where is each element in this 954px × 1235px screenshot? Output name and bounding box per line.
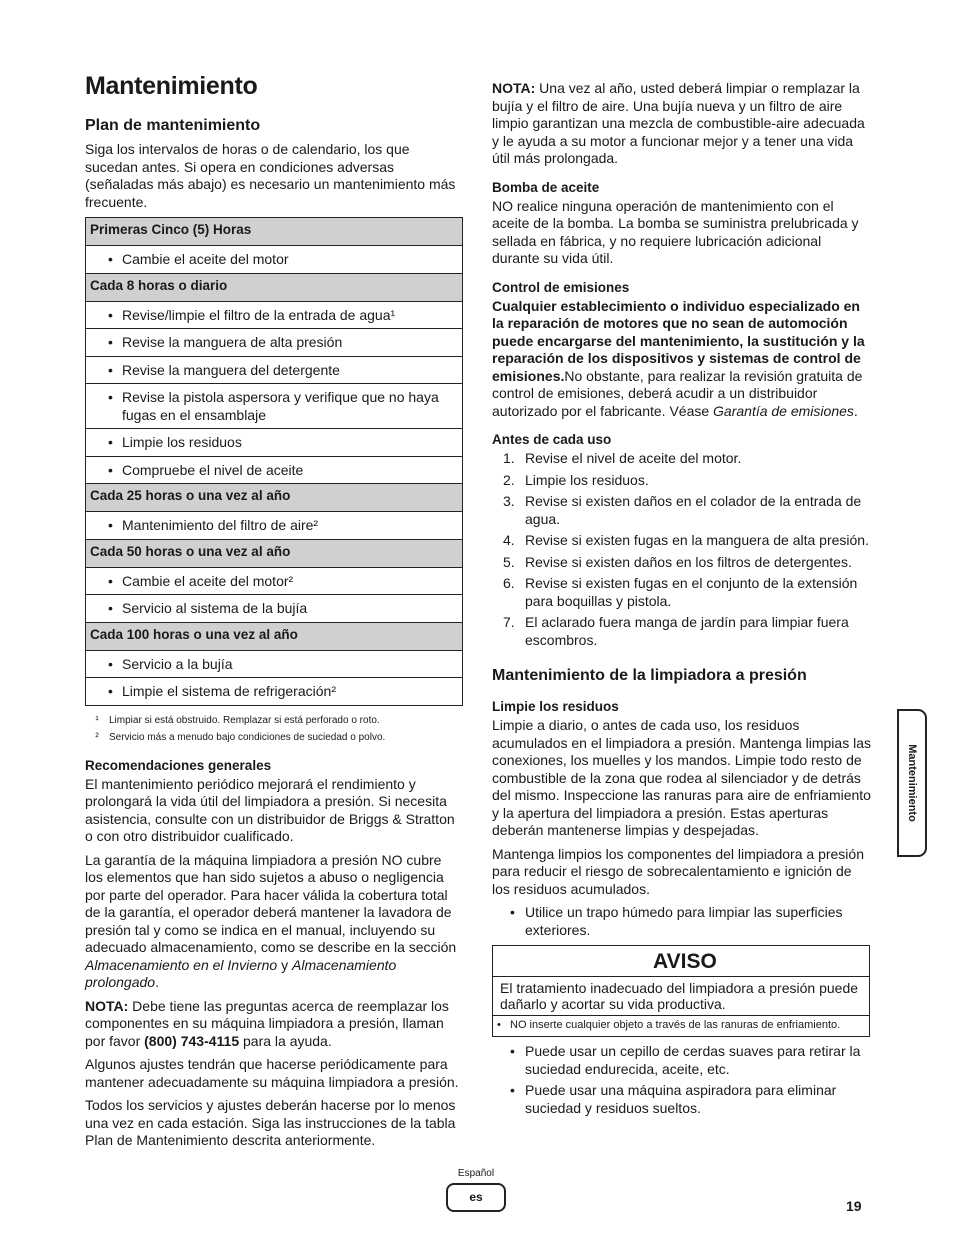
list-item: • Puede usar un cepillo de cerdas suaves para retirar la suciedad endurecida, aceite, etc. [510,1043,861,1077]
list-item: 4. Revise si existen fugas en la manguera de alta presión. [503,532,869,548]
antes-heading: Antes de cada uso [492,432,612,447]
maintenance-table [85,217,463,706]
mant-heading: Mantenimiento de la limpiadora a presión [492,667,807,684]
list-item: 5. Revise si existen daños en los filtros de detergentes. [503,553,852,570]
limpie-heading: Limpie los residuos [492,699,619,714]
limpie-p2: Mantenga limpios los componentes del limpiadora a presión para reducir el riesgo de sobrecalentamiento e ignición de los residuos acumulados. [492,845,864,897]
table-row: • Revise la pistola aspersora y verifique que no haya fugas en el ensamblaje [86,384,462,429]
table-row: • Servicio al sistema de la bujía [86,595,462,623]
recomendaciones-heading: Recomendaciones generales [85,757,272,773]
table-group-header: Cada 50 horas o una vez al año [86,540,462,568]
table-row: • Limpie el sistema de refrigeración² [108,683,336,699]
table-group-header: Cada 25 horas o una vez al año [86,484,462,512]
table-group-header: Cada 100 horas o una vez al año [86,623,462,651]
page-title: Mantenimiento [85,72,258,100]
table-row: • Servicio a la bujía [86,651,462,679]
recomendaciones-nota: NOTA: Debe tiene las preguntas acerca de reemplazar los componentes en su máquina limpiadora a presión, llaman por favor (800) 743-4115 para la ayuda. [85,997,449,1049]
aviso-note: • NO inserte cualquier objeto a través de las ranuras de enfriamiento. [497,1019,841,1031]
section-tab[interactable] [897,709,927,857]
table-row: • Revise/limpie el filtro de la entrada de agua¹ [86,302,462,330]
list-item: • Puede usar una máquina aspiradora para eliminar suciedad y residuos sueltos. [510,1082,837,1116]
plan-heading: Plan de mantenimiento [85,117,261,134]
nota-bujia: NOTA: Una vez al año, usted deberá limpiar o remplazar la bujía y el filtro de aire. Una bujía nueva y un filtro de aire limpio garantizan una mezcla de combustible-aire adecuada y le ayuda a su motor a funcionar mejor y a tener una vida útil más prolongada. [492,80,865,166]
language-label: Español [457,1168,495,1179]
list-item: 1. Revise el nivel de aceite del motor. [503,450,742,466]
bomba-text: NO realice ninguna operación de mantenimiento con el aceite de la bomba. La bomba se suministra prelubricada y sellada en fábrica, y no requiere lubricación adicional durante su vida útil. [492,197,859,266]
table-row: • Cambie el aceite del motor² [86,568,462,596]
emisiones-text: Cualquier establecimiento o individuo especializado en la reparación de motores que no sean de automoción puede encargarse del mantenimiento, la sustitución y la reparación de los dispositivos y sistemas de control de emisiones.No obstante, para realizar la revisión gratuita de control de emisiones, deberá acudir a un distribuidor autorizado por el fabricante. Véase Garantía de emisiones. [492,297,865,419]
list-item: 6. Revise si existen fugas en el conjunto de la extensión para boquillas y pistola. [503,575,858,609]
table-row: • Mantenimiento del filtro de aire² [86,512,462,540]
table-group-header: Primeras Cinco (5) Horas [86,218,462,246]
table-row: • Cambie el aceite del motor [86,246,462,274]
left-column [85,72,463,1156]
table-row: • Compruebe el nivel de aceite [86,457,462,485]
aviso-title: AVISO [493,946,869,977]
table-row: • Revise la manguera de alta presión [86,329,462,357]
antes-list [492,450,872,649]
bullet-list-1 [492,904,872,939]
list-item: 7. El aclarado fuera manga de jardín para limpiar fuera escombros. [503,614,849,648]
bomba-heading: Bomba de aceite [492,179,600,195]
page-number: 19 [846,1198,862,1214]
footnote-2: ² Servicio más a menudo bajo condiciones de suciedad o polvo. [95,731,386,743]
list-item: 3. Revise si existen daños en el colador de la entrada de agua. [503,493,862,527]
right-column [492,80,872,1121]
limpie-p1: Limpie a diario, o antes de cada uso, los residuos acumulados en el limpiadora a presión. Mantenga limpias las conexiones, los muelles y los mandos. Limpie todo resto de combustible de la zona que rodea al silenciador y de detrás del mismo. Inspeccione las ranuras para aire de enfriamiento y la apertura del limpiadora a presión. Estas aperturas deberán mantenerse limpias y despejadas. [492,717,871,838]
recomendaciones-p5: Todos los servicios y ajustes deberán hacerse por lo menos una vez en cada estación. Siga las instrucciones de la tabla Plan de Mantenimiento descrita anteriormente. [85,1097,456,1148]
recomendaciones-p2: La garantía de la máquina limpiadora a presión NO cubre los elementos que han sido sujetos a abuso o negligencia por parte del operador. Para hacer válida la cobertura total de la garantía, el operador deberá mantener la lavadora de presión tal y como se indica en el manual, incluyendo su adecuado almacenamiento, como se describe en la sección Almacenamiento en el Invierno y Almacenamiento prolongado. [85,851,457,990]
phone-number: (800) 743-4115 [144,1032,240,1049]
emisiones-heading: Control de emisiones [492,279,630,295]
list-item: 2. Limpie los residuos. [503,471,649,488]
bullet-list-2 [492,1043,872,1117]
footnote-1: ¹ Limpiar si está obstruido. Remplazar si está perforado o roto. [95,714,380,726]
recomendaciones-p4: Algunos ajustes tendrán que hacerse periódicamente para mantener adecuadamente su máquina limpiadora a presión. [85,1056,459,1090]
table-footnotes [85,712,463,746]
ref-garantia-emisiones: Garantía de emisiones [713,402,854,419]
list-item: • Utilice un trapo húmedo para limpiar las superficies exteriores. [510,904,843,938]
plan-intro: Siga los intervalos de horas o de calendario, los que sucedan antes. Si opera en condiciones adversas (señaladas más abajo) es necesario un mantenimiento más frecuente. [85,141,456,210]
section-tab-label: Mantenimiento [906,744,918,822]
aviso-box [492,945,870,1037]
table-group-header: Cada 8 horas o diario [86,274,462,302]
aviso-message: El tratamiento inadecuado del limpiadora a presión puede dañarlo y acortar su vida productiva. [493,977,869,1016]
recomendaciones-p1: El mantenimiento periódico mejorará el rendimiento y prolongará la vida útil del limpiadora a presión. Si necesita asistencia, consulte con un distribuidor de Briggs & Stratton o con otro distribuidor cualificado. [85,775,455,844]
ref-almacenamiento-invierno: Almacenamiento en el Invierno [85,956,278,973]
language-badge: es [446,1183,506,1212]
table-row: • Limpie los residuos [86,429,462,457]
ref-almacenamiento-prolongado: Almacenamiento prolongado [85,956,397,990]
table-row: • Revise la manguera del detergente [86,357,462,385]
